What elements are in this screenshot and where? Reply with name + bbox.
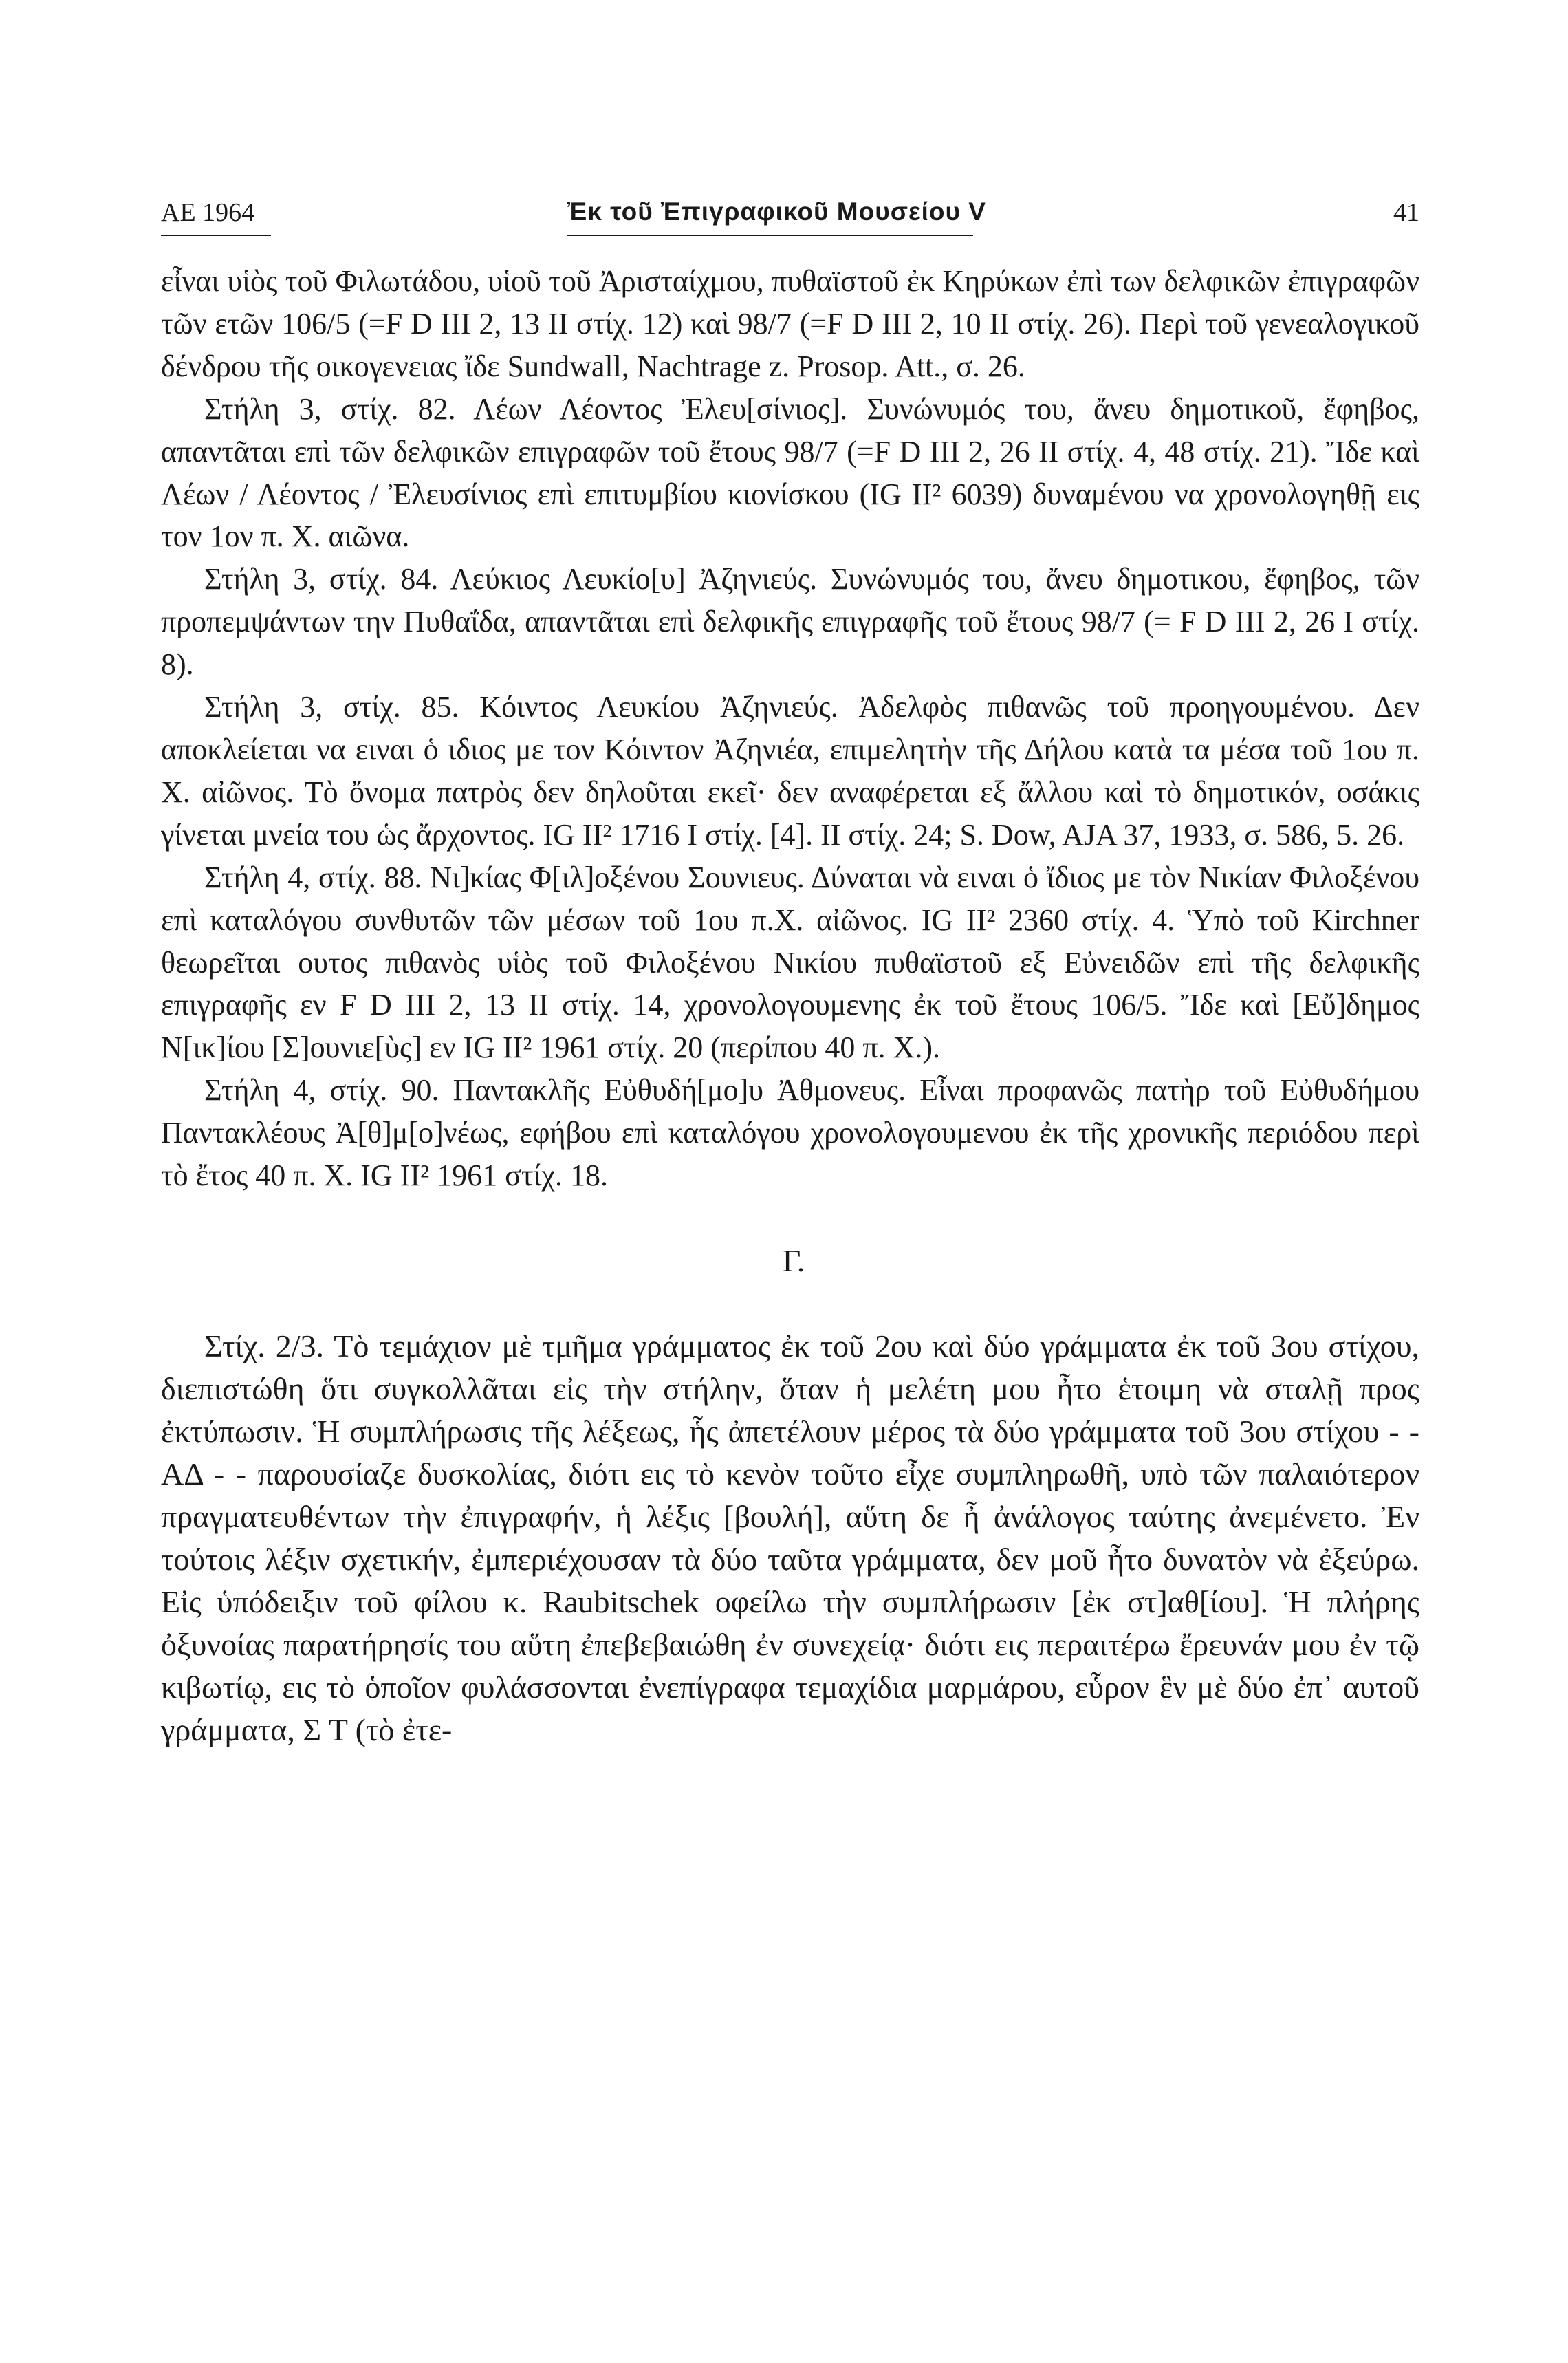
journal-year: ΑΕ 1964 [161, 198, 255, 227]
header-underline-left [161, 235, 271, 236]
spacer [161, 1197, 1419, 1240]
running-title: Ἐκ τοῦ Ἐπιγραφικοῦ Μουσείου V [567, 197, 986, 226]
paragraph: Στίχ. 2/3. Τὸ τεμάχιον μὲ τμῆμα γράμματος ἐκ τοῦ 2ου καὶ δύο γράμματα ἐκ τοῦ 3ου στίχου, διεπιστώθη ὅτι συγκολλᾶται εἰς τὴν στήλην, ὅταν ἡ μελέτη μου ἦτο ἑτοιμη νὰ σταλῇ προς ἐκτύπωσιν. Ἡ συμπλήρωσις τῆς λέξεως, ἧς ἀπετέλουν μέρος τὰ δύο γράμματα τοῦ 3ου στίχου - - ΑΔ - - παρουσίαζε δυσκολίας, διότι εις τὸ κενὸν τοῦτο εἶχε συμπληρωθῆ, υπὸ τῶν παλαιότερον πραγματευθέντων τὴν ἐπιγραφήν, ἡ λέξις [βουλή], αὕτη δε ἦ ἀνάλογος ταύτης ἀνεμένετο. Ἐν τούτοις λέξιν σχετικήν, ἐμπεριέχουσαν τὰ δύο ταῦτα γράμματα, δεν μοῦ ἦτο δυνατὸν νὰ ἐξεύρω. Εἰς ὑπόδειξιν τοῦ φίλου κ. Raubitschek οφείλω τὴν συμπλήρωσιν [ἐκ στ]αθ[ίου]. Ἡ πλήρης ὀξυνοίας παρατήρησίς του αὕτη ἐπεβεβαιώθη ἐν συνεχείᾳ· διότι εις περαιτέρω ἔρευνάν μου ἐν τῷ κιβωτίῳ, εις τὸ ὁποῖον φυλάσσονται ἐνεπίγραφα τεμαχίδια μαρμάρου, εὗρον ἓν μὲ δύο ἐπ᾽ αυτοῦ γράμματα, Σ Τ (τὸ ἐτε- [161, 1328, 1419, 1747]
section-heading: Γ. [782, 1242, 805, 1278]
running-header [161, 195, 1419, 236]
paragraph: Στήλη 3, στίχ. 84. Λεύκιος Λευκίο[υ] Ἀζηνιεύς. Συνώνυμός του, ἄνευ δημοτικου, ἔφηβος, τῶν προπεμψάντων την Πυθαΐδα, απαντᾶται επὶ δελφικῆς επιγραφῆς τοῦ ἔτους 98/7 (= F D III 2, 26 I στίχ. 8). [161, 562, 1419, 682]
paragraph: Στήλη 3, στίχ. 82. Λέων Λέοντος Ἐλευ[σίνιος]. Συνώνυμός του, ἄνευ δημοτικοῦ, ἔφηβος, απαντᾶται επὶ τῶν δελφικῶν επιγραφῶν τοῦ ἔτους 98/7 (=F D III 2, 26 II στίχ. 4, 48 στίχ. 21). Ἴδε καὶ Λέων / Λέοντος / Ἐλευσίνιος επὶ επιτυμβίου κιονίσκου (IG II² 6039) δυναμένου να χρονολογηθῇ εις τον 1ον π. Χ. αιῶνα. [161, 391, 1419, 554]
paragraph: Στήλη 4, στίχ. 88. Νι]κίας Φ[ιλ]οξένου Σουνιευς. Δύναται νὰ ειναι ὁ ἴδιος με τὸν Νικίαν Φιλοξένου επὶ καταλόγου συνθυτῶν τῶν μέσων τοῦ 1ου π.Χ. αἰῶνος. IG II² 2360 στίχ. 4. Ὑπὸ τοῦ Kirchner θεωρεῖται ουτος πιθανὸς υἱὸς τοῦ Φιλοξένου Νικίου πυθαϊστοῦ εξ Εὐνειδῶν επὶ τῆς δελφικῆς επιγραφῆς εν F D III 2, 13 II στίχ. 14, χρονολογουμενης ἐκ τοῦ ἔτους 106/5. Ἴδε καὶ [Εὔ]δημος Ν[ικ]ίου [Σ]ουνιε[ὺς] εν IG II² 1961 στίχ. 20 (περίπου 40 π. Χ.). [161, 860, 1419, 1065]
page-number: 41 [1393, 198, 1419, 227]
paragraph: Στήλη 4, στίχ. 90. Παντακλῆς Εὐθυδή[μο]υ Ἀθμονευς. Εἶναι προφανῶς πατὴρ τοῦ Εὐθυδήμου Παντακλέους Ἀ[θ]μ[ο]νέως, εφήβου επὶ καταλόγου χρονολογουμενου ἐκ τῆς χρονικῆς περιόδου περὶ τὸ ἔτος 40 π. Χ. IG II² 1961 στίχ. 18. [161, 1073, 1419, 1193]
paragraph: εἶναι υἱὸς τοῦ Φιλωτάδου, υἱοῦ τοῦ Ἀρισταίχμου, πυθαϊστοῦ ἐκ Κηρύκων ἐπὶ των δελφικῶν ἐπιγραφῶν τῶν ετῶν 106/5 (=F D III 2, 13 II στίχ. 12) καὶ 98/7 (=F D III 2, 10 II στίχ. 26). Περὶ τοῦ γενεαλογικοῦ δένδρου τῆς οικογενειας ἴδε Sundwall, Nachtrage z. Prosop. Att., σ. 26. [161, 264, 1419, 383]
paragraph: Στήλη 3, στίχ. 85. Κόιντος Λευκίου Ἀζηνιεύς. Ἀδελφὸς πιθανῶς τοῦ προηγουμένου. Δεν αποκλείεται να ειναι ὁ ιδιος με τον Κόιντον Ἀζηνιέα, επιμελητὴν τῆς Δήλου κατὰ τα μέσα τοῦ 1ου π. Χ. αἰῶνος. Τὸ ὄνομα πατρὸς δεν δηλοῦται εκεῖ· δεν αναφέρεται εξ ἄλλου καὶ τὸ δημοτικόν, οσάκις γίνεται μνεία του ὡς ἄρχοντος. IG II² 1716 I στίχ. [4]. II στίχ. 24; S. Dow, AJA 37, 1933, σ. 586, 5. 26. [161, 690, 1419, 852]
header-underline-center [567, 235, 973, 236]
main-text [161, 260, 1419, 1751]
spacer [161, 1282, 1419, 1325]
